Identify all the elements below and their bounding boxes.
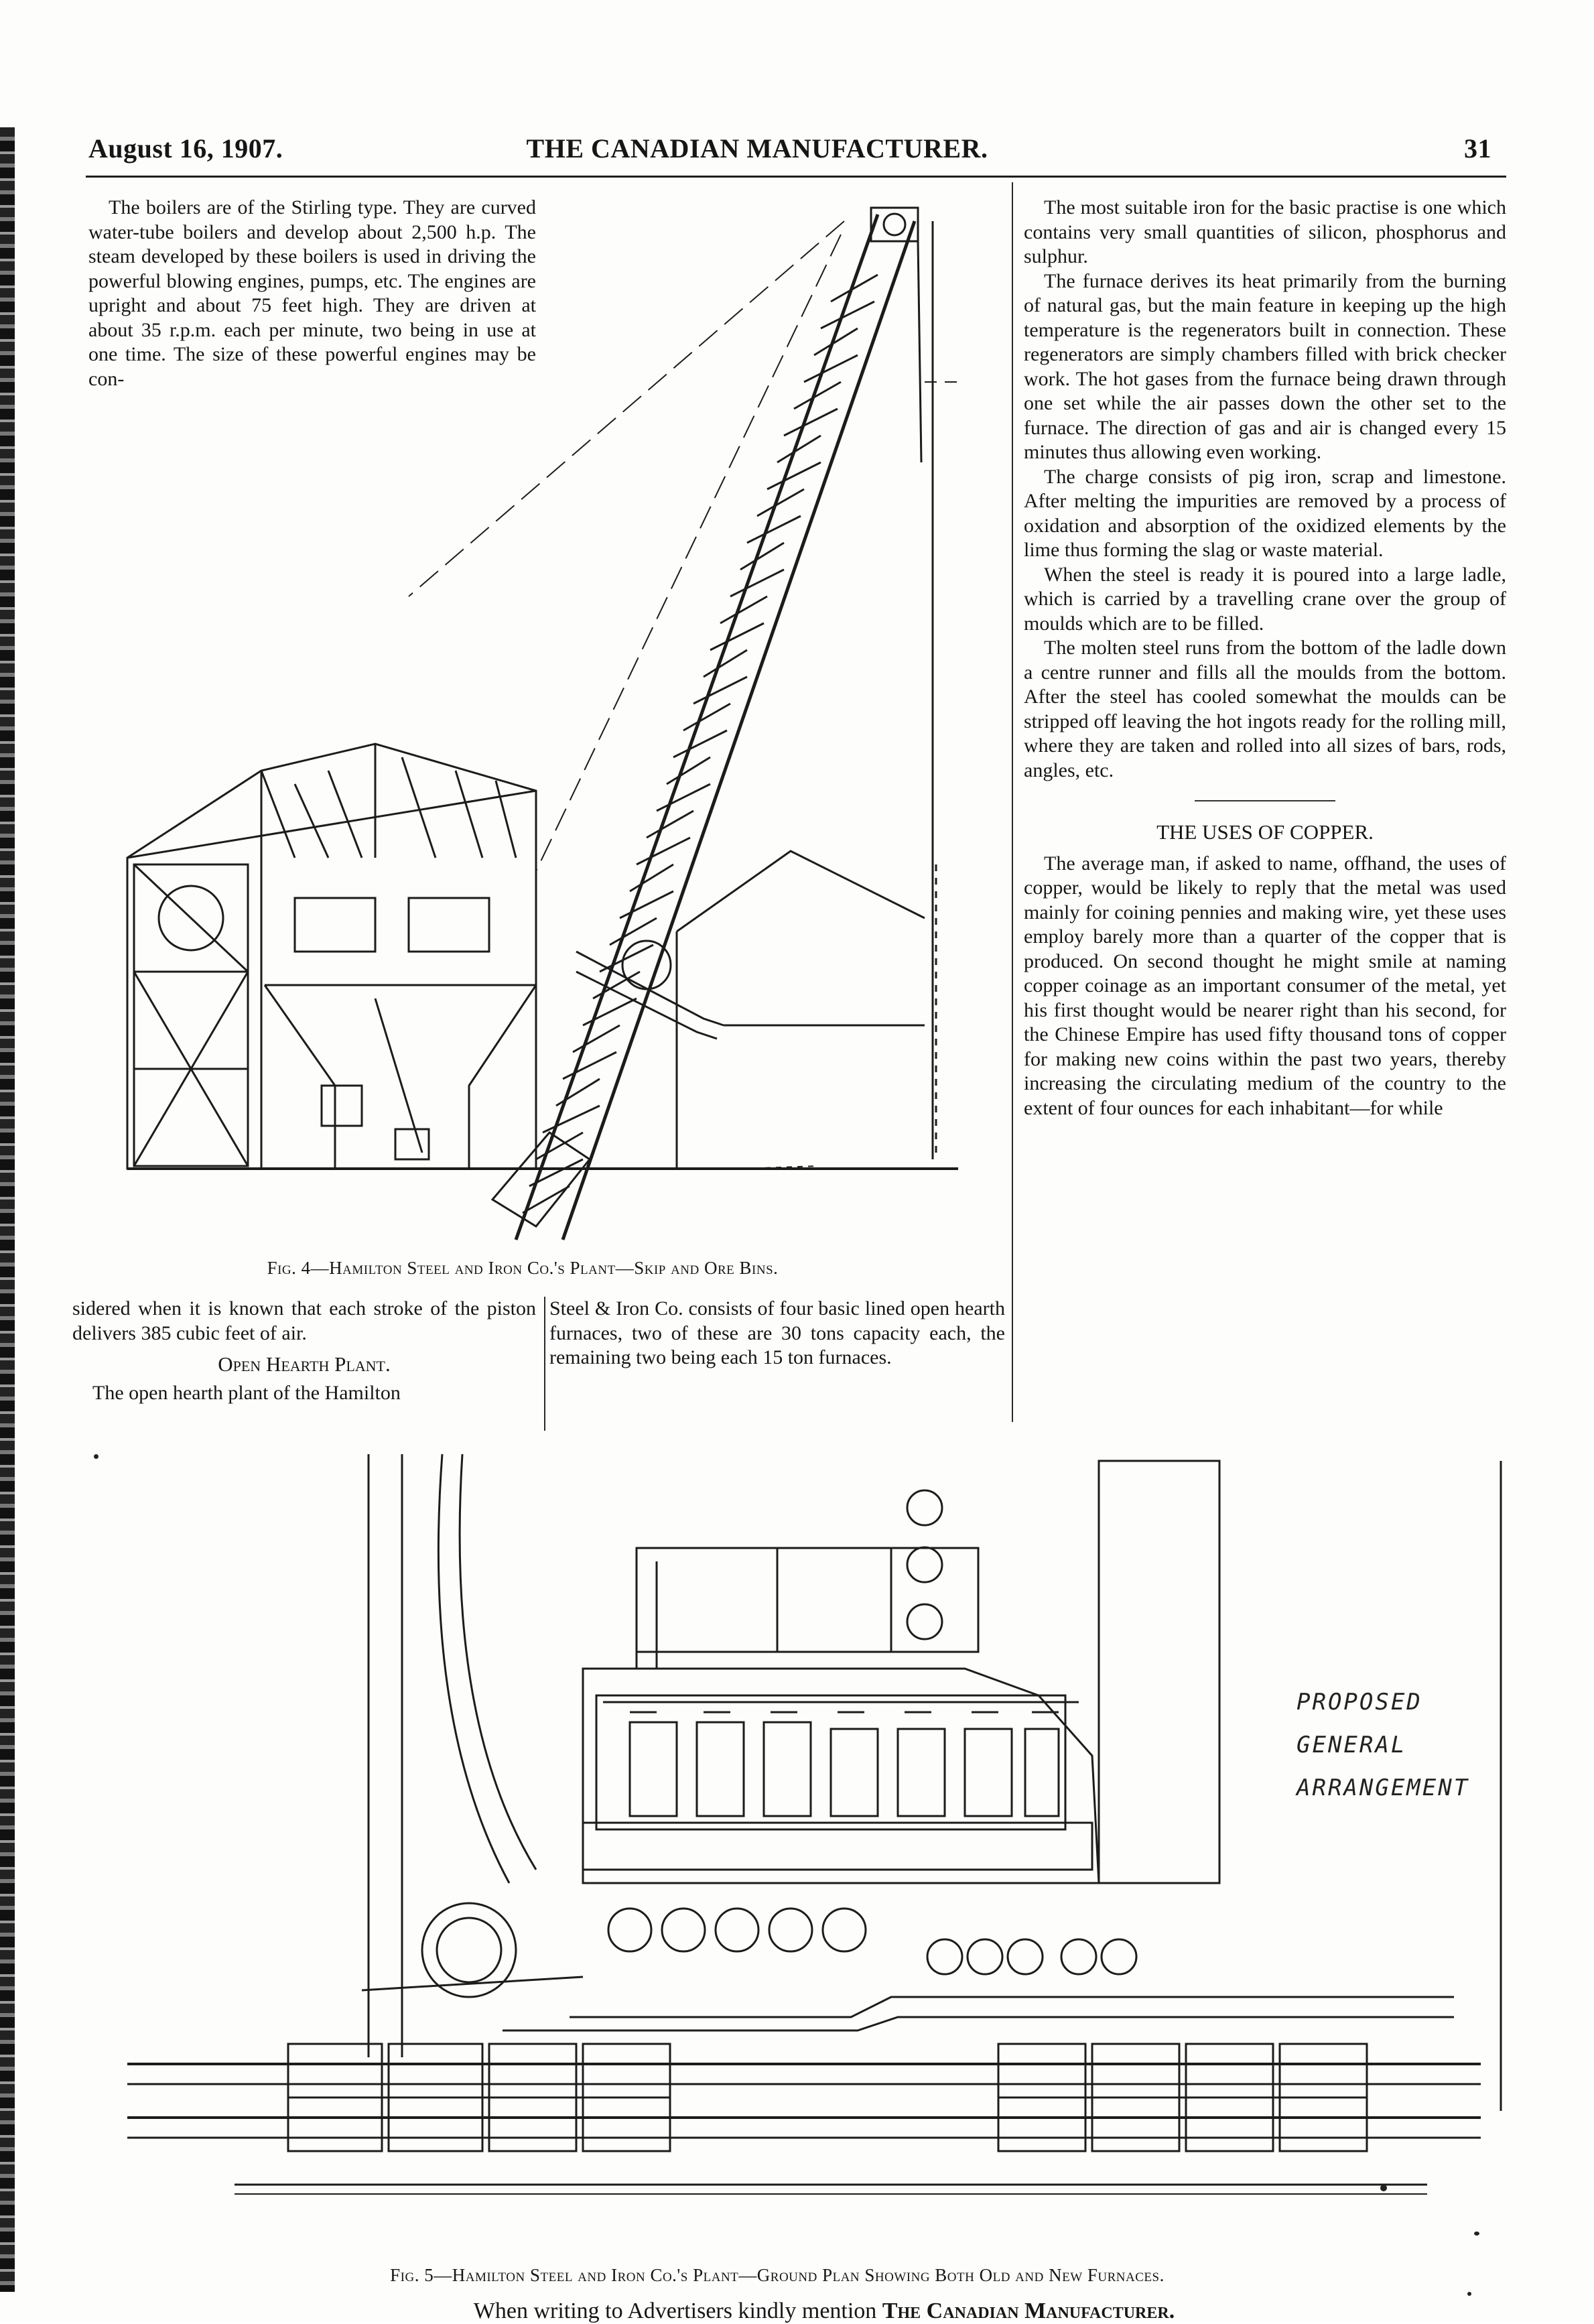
paragraph-charge: The charge consists of pig iron, scrap and limestone. After melting the impurities are removed by a process of oxidation and absorption of the oxidized elements by the lime thus forming the slag or waste material.	[1024, 465, 1506, 561]
middle-column-bottom	[549, 1297, 1005, 1370]
annotation-line-proposed: PROPOSED	[1297, 1689, 1422, 1716]
scan-speck	[1467, 2292, 1471, 2296]
section-rule	[1195, 800, 1335, 801]
heading-open-hearth-plant: Open Hearth Plant.	[218, 1352, 391, 1376]
issue-date: August 16, 1907.	[88, 133, 283, 164]
paragraph-open-hearth: The open hearth plant of the Hamilton	[92, 1381, 401, 1404]
right-column	[1024, 196, 1506, 1120]
left-column-bottom	[72, 1297, 536, 1405]
scan-speck	[94, 1454, 98, 1459]
paragraph-piston: sidered when it is known that each stroke of the piston delivers 385 cubic feet of air.	[72, 1297, 536, 1344]
figure-5-ground-plan	[74, 1441, 1548, 2252]
paragraph-ladle: When the steel is ready it is poured into a large ladle, which is carried by a travelling crane over the group of moulds which are to be filled.	[1024, 563, 1506, 635]
heading-uses-of-copper: THE USES OF COPPER.	[1156, 820, 1374, 844]
paragraph-furnaces: Steel & Iron Co. consists of four basic lined open hearth furnaces, two of these are 30 tons capacity each, the remaining two being each 15 ton furnaces.	[549, 1297, 1005, 1368]
paragraph-furnace-heat: The furnace derives its heat primarily from the burning of natural gas, but the main feature in keeping up the high temperature is the regenerators built in connection. These regenerators are simply chambers filled with brick checker work. The hot gases from the furnace being drawn through one set while the air passes down the other set to the furnace. The direction of gas and air is changed every 15 minutes thus allowing even working.	[1024, 269, 1506, 463]
figure-4-caption: Fig. 4—Hamilton Steel and Iron Co.'s Plant—Skip and Ore Bins.	[267, 1258, 779, 1278]
header-rule	[86, 176, 1506, 178]
column-divider-right	[1012, 182, 1013, 1422]
paragraph-molten-steel: The molten steel runs from the bottom of the ladle down a centre runner and fills all the moulds from the bottom. After the steel has cooled somewhat the moulds can be stripped off leaving the hot ingots ready for the rolling mill, where they are taken and rolled into all sizes of bars, rods, angles, etc.	[1024, 637, 1506, 781]
paragraph-boilers: The boilers are of the Stirling type. They are curved water-tube boilers and develop about 2,500 h.p. The steam developed by these boilers is used in driving the powerful blowing engines, pumps, etc. The engines are upright and about 75 feet high. They are driven at about 35 r.p.m. each per minute, two being in use at one time. The size of these powerful engines may be con-	[88, 196, 536, 390]
scan-binding-edge	[0, 127, 15, 2292]
masthead-title: THE CANADIAN MANUFACTURER.	[526, 133, 988, 164]
scan-speck	[1474, 2232, 1479, 2236]
paragraph-copper: The average man, if asked to name, offhand, the uses of copper, would be likely to reply that the metal was used mainly for coining pennies and making wire, yet these uses employ barely more than a quarter of the copper that is produced. On second thought he might smile at naming copper coinage as an important consumer of the metal, yet his first thought would be nearer right than his second, for the Chinese Empire has used fifty thousand tons of copper for making new coins within the past two years, thereby increasing the circulating medium of the country to the extent of four ounces for each inhabitant—for while	[1024, 852, 1506, 1119]
scan-speck	[1380, 2185, 1387, 2191]
figure-4-skip-and-ore-bins	[121, 194, 1005, 1246]
advertiser-footer	[348, 2299, 1300, 2324]
figure-5-caption: Fig. 5—Hamilton Steel and Iron Co.'s Plant—Ground Plan Showing Both Old and New Furnaces.	[390, 2265, 1165, 2285]
figure-5-handwritten-annotation	[1297, 1681, 1469, 1809]
annotation-line-arrangement: ARRANGEMENT	[1297, 1774, 1470, 1801]
annotation-line-general: GENERAL	[1297, 1732, 1407, 1758]
footer-prefix: When writing to Advertisers kindly mention	[473, 2299, 877, 2323]
footer-publication: The Canadian Manufacturer.	[882, 2299, 1175, 2323]
column-divider-mid	[544, 1297, 545, 1431]
paragraph-basic-iron: The most suitable iron for the basic practise is one which contains very small quantities of silicon, phosphorus and sulphur.	[1024, 196, 1506, 267]
page-number: 31	[1464, 133, 1491, 164]
